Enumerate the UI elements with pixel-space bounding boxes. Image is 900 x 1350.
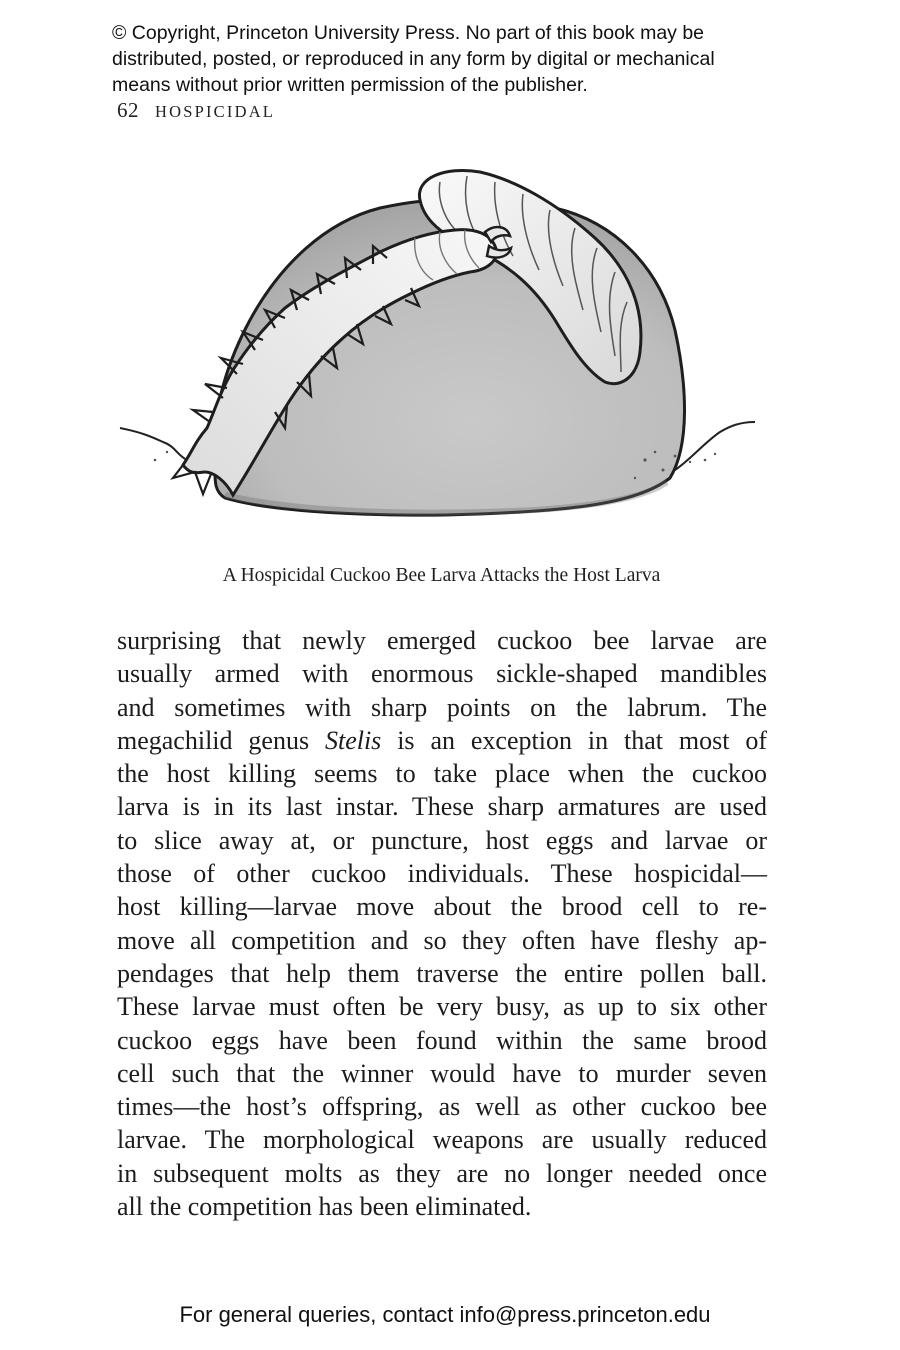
text-line: usually armed with enormous sickle-shaped mandibles [117, 659, 767, 689]
text-line: cell such that the winner would have to murder seven [117, 1058, 767, 1088]
larva-illustration [115, 160, 765, 530]
text-line: These larvae must often be very busy, as up to six other [117, 992, 767, 1022]
text-line [117, 724, 767, 757]
text-line: those of other cuckoo individuals. These hospicidal— [117, 859, 767, 889]
genus-name: Stelis [324, 725, 382, 755]
contact-footer: For general queries, contact info@press.princeton.edu [179, 1302, 711, 1327]
copyright-line: means without prior written permission of the publisher. [112, 74, 588, 96]
text-segment: megachilid genus [117, 725, 325, 755]
copyright-line: distributed, posted, or reproduced in any form by digital or mechanical [112, 48, 715, 70]
text-line: surprising that newly emerged cuckoo bee larvae are [117, 626, 767, 655]
text-line: in subsequent molts as they are no longer needed once [117, 1158, 767, 1188]
text-line: larvae. The morphological weapons are usually reduced [117, 1125, 767, 1155]
text-line: host killing—larvae move about the brood cell to re- [117, 892, 767, 922]
text-line: larva is in its last instar. These sharp armatures are used [117, 792, 767, 822]
text-line: cuckoo eggs have been found within the same brood [117, 1025, 767, 1055]
text-line: to slice away at, or puncture, host eggs and larvae or [117, 825, 767, 855]
page-number: 62 [117, 98, 139, 122]
chapter-title: HOSPICIDAL [155, 102, 276, 121]
text-line: and sometimes with sharp points on the labrum. The [117, 692, 767, 722]
copyright-line: © Copyright, Princeton University Press. No part of this book may be [112, 22, 705, 44]
ground-line-right [675, 422, 755, 470]
text-line: pendages that help them traverse the entire pollen ball. [117, 958, 767, 988]
text-line: all the competition has been eliminated. [117, 1192, 532, 1222]
running-head [117, 98, 275, 123]
text-segment: is an exception in that most of [381, 725, 767, 755]
text-line: move all competition and so they often have fleshy ap- [117, 925, 767, 955]
copyright-notice [112, 20, 812, 98]
text-line: times—the host’s offspring, as well as other cuckoo bee [117, 1092, 767, 1122]
figure-caption: A Hospicidal Cuckoo Bee Larva Attacks the Host Larva [222, 565, 661, 586]
body-paragraph [117, 624, 767, 1223]
text-line: the host killing seems to take place when the cuckoo [117, 759, 767, 789]
